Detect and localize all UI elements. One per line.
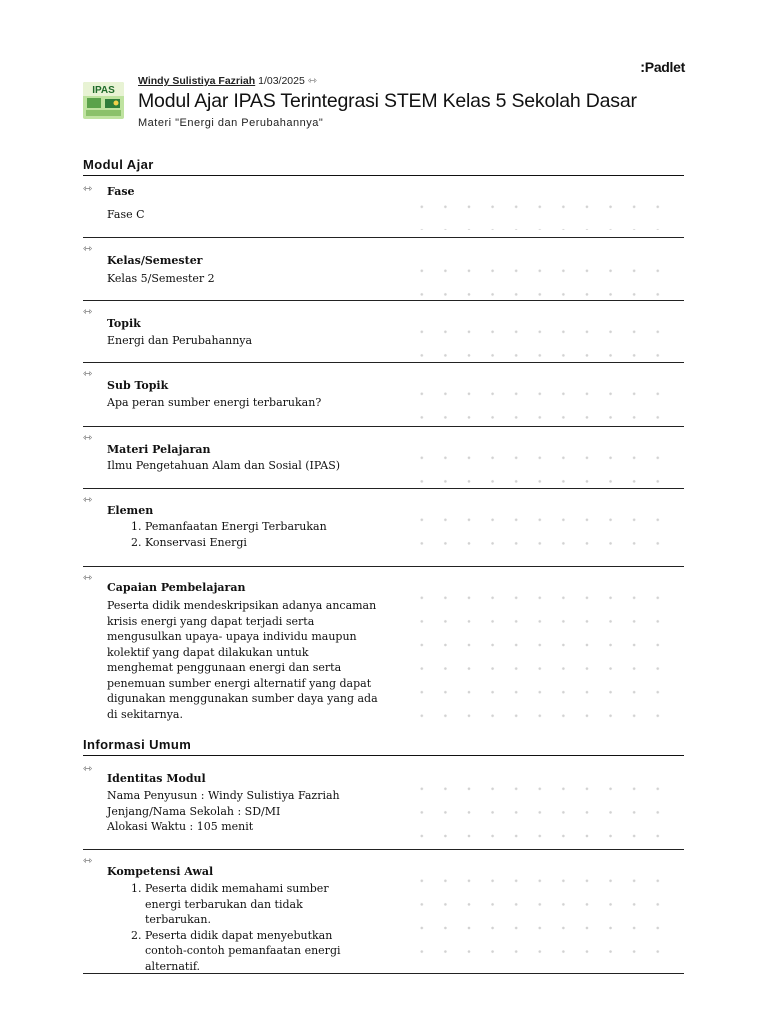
post-kompetensi-awal[interactable]	[83, 850, 684, 974]
link-icon[interactable]: ⇿	[83, 432, 93, 444]
post-title: Elemen	[107, 504, 154, 517]
author-link[interactable]: Windy Sulistiya Fazriah	[138, 75, 256, 87]
padlet-logo[interactable]: :Padlet	[640, 59, 685, 76]
post-body: Apa peran sumber energi terbarukan?	[107, 396, 322, 409]
list-item: 2. Peserta didik dapat menyebutkan contoh-contoh pemanfaatan energi alternatif.	[145, 928, 367, 975]
post-fase[interactable]	[83, 178, 684, 238]
post-capaian-pembelajaran[interactable]	[83, 567, 684, 727]
post-body	[107, 519, 377, 550]
link-icon[interactable]: ⇿	[83, 494, 93, 506]
post-title: Materi Pelajaran	[107, 443, 211, 456]
dot-grid	[409, 194, 679, 230]
dot-grid	[409, 585, 679, 725]
dot-grid	[409, 868, 679, 964]
post-meta	[138, 74, 317, 87]
post-sub-topik[interactable]	[83, 363, 684, 427]
post-materi-pelajaran[interactable]	[83, 427, 684, 489]
dot-grid	[409, 507, 679, 557]
dot-grid	[409, 445, 679, 483]
post-title: Topik	[107, 317, 141, 330]
post-body	[107, 881, 367, 974]
post-elemen[interactable]	[83, 489, 684, 567]
date: 1/03/2025	[258, 75, 305, 87]
list-item: 1. Pemanfaatan Energi Terbarukan	[145, 519, 377, 535]
link-icon[interactable]: ⇿	[83, 306, 93, 318]
post-topik[interactable]	[83, 301, 684, 363]
dot-grid	[409, 258, 679, 296]
post-title: Identitas Modul	[107, 772, 206, 785]
post-title: Kelas/Semester	[107, 254, 203, 267]
post-body: Peserta didik mendeskripsikan adanya ancaman krisis energi yang dapat terjadi serta mengusulkan upaya- upaya individu maupun kolektif yang dapat dilakukan untuk menghemat penggunaan energi dan serta penemuan sumber energi alternatif yang dapat digunakan menggunakan sumber daya yang ada di sekitarnya.	[107, 599, 378, 721]
link-icon[interactable]: ⇿	[83, 855, 93, 867]
list-item: 2. Konservasi Energi	[145, 535, 377, 551]
post-title: Fase	[107, 185, 135, 198]
section-heading-informasi-umum: Informasi Umum	[83, 737, 684, 756]
svg-text:IPAS: IPAS	[92, 85, 115, 96]
post-kelas-semester[interactable]	[83, 238, 684, 301]
link-icon[interactable]: ⇿	[83, 763, 93, 775]
link-icon[interactable]: ⇿	[83, 368, 93, 380]
post-title: Capaian Pembelajaran	[107, 581, 246, 594]
post-title: Kompetensi Awal	[107, 865, 214, 878]
post-body: Ilmu Pengetahuan Alam dan Sosial (IPAS)	[107, 459, 341, 472]
link-icon[interactable]: ⇿	[83, 243, 93, 255]
module-thumbnail	[83, 82, 124, 119]
post-title: Sub Topik	[107, 379, 169, 392]
post-body: Fase C	[107, 208, 145, 221]
page-title: Modul Ajar IPAS Terintegrasi STEM Kelas 5 Sekolah Dasar	[138, 90, 637, 112]
dot-grid	[409, 381, 679, 419]
dot-grid	[409, 776, 679, 842]
post-identitas-modul[interactable]	[83, 758, 684, 850]
link-icon[interactable]: ⇿	[307, 75, 317, 87]
page-subtitle: Materi "Energi dan Perubahannya"	[138, 117, 324, 129]
post-body: Kelas 5/Semester 2	[107, 272, 215, 285]
section-heading-modul-ajar: Modul Ajar	[83, 157, 684, 176]
post-body: Nama Penyusun : Windy Sulistiya Fazriah Jenjang/Nama Sekolah : SD/MI Alokasi Waktu : 105 menit	[107, 789, 340, 833]
list-item: 1. Peserta didik memahami sumber energi terbarukan dan tidak terbarukan.	[145, 881, 367, 928]
post-body: Energi dan Perubahannya	[107, 334, 253, 347]
link-icon[interactable]: ⇿	[83, 572, 93, 584]
dot-grid	[409, 319, 679, 357]
link-icon[interactable]: ⇿	[83, 183, 93, 195]
